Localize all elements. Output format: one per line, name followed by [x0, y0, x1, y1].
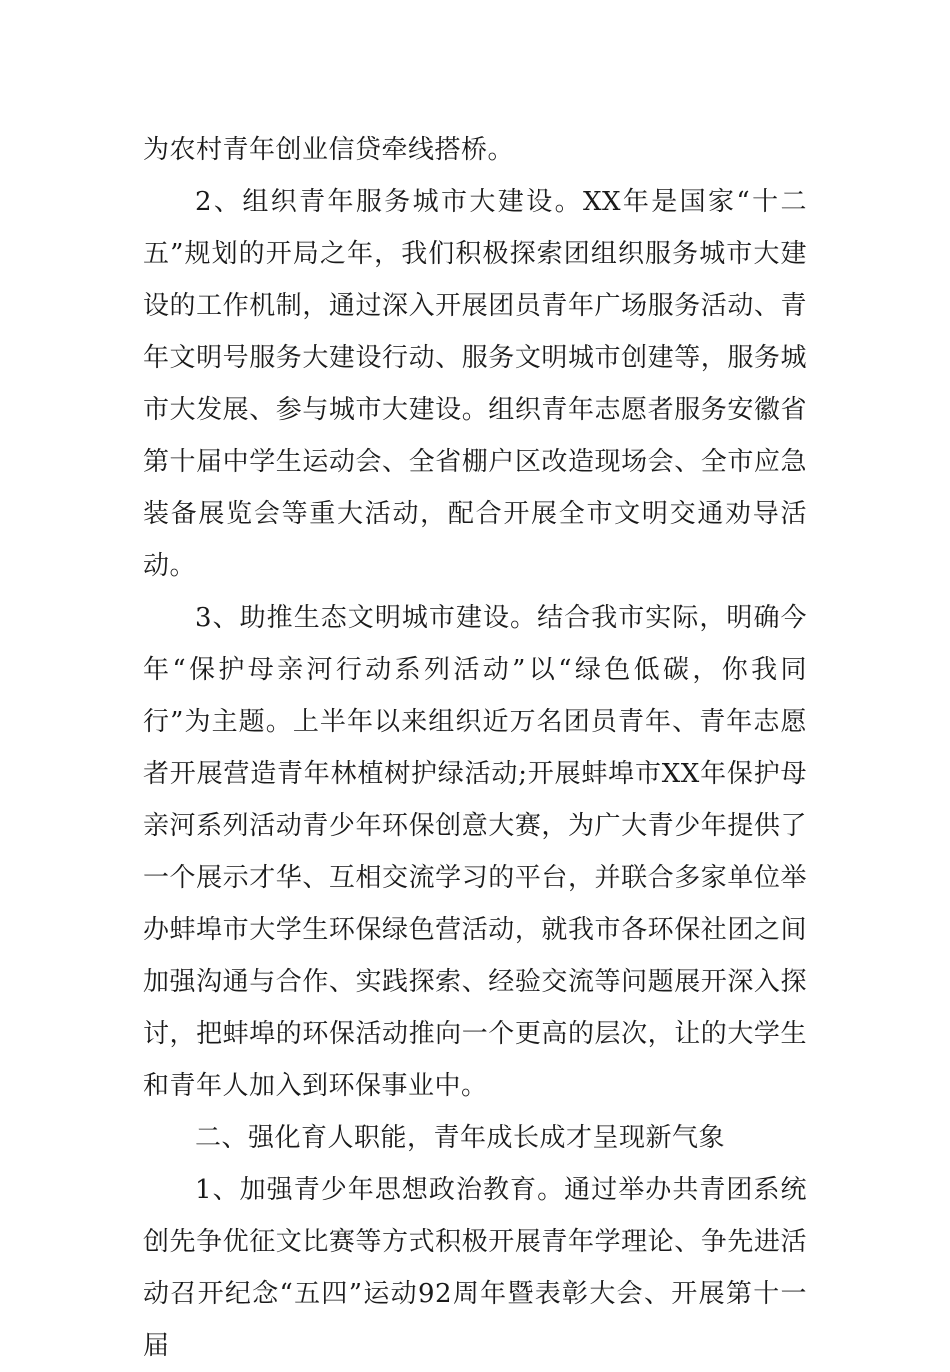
paragraph-continuation: 为农村青年创业信贷牵线搭桥。 [143, 135, 515, 165]
paragraph-political-education: 1、加强青少年思想政治教育。通过举办共青团系统创先争优征文比赛等方式积极开展青年学理论、争先进活动召开纪念“五四”运动92周年暨表彰大会、开展第十一届 [143, 1175, 807, 1361]
document-body [143, 124, 807, 1372]
paragraph-city-construction: 2、组织青年服务城市大建设。XX年是国家“十二五”规划的开局之年，我们积极探索团组织服务城市大建设的工作机制，通过深入开展团员青年广场服务活动、青年文明号服务大建设行动、服务文明城市创建等，服务城市大发展、参与城市大建设。组织青年志愿者服务安徽省第十届中学生运动会、全省棚户区改造现场会、全市应急装备展览会等重大活动，配合开展全市文明交通劝导活动。 [143, 187, 807, 581]
section-heading-youth-growth: 二、强化育人职能，青年成长成才呈现新气象 [195, 1123, 726, 1153]
paragraph-ecological-city: 3、助推生态文明城市建设。结合我市实际，明确今年“保护母亲河行动系列活动”以“绿色低碳，你我同行”为主题。上半年以来组织近万名团员青年、青年志愿者开展营造青年林植树护绿活动;开展蚌埠市XX年保护母亲河系列活动青少年环保创意大赛，为广大青少年提供了一个展示才华、互相交流学习的平台，并联合多家单位举办蚌埠市大学生环保绿色营活动，就我市各环保社团之间加强沟通与合作、实践探索、经验交流等问题展开深入探讨，把蚌埠的环保活动推向一个更高的层次，让的大学生和青年人加入到环保事业中。 [143, 603, 807, 1101]
